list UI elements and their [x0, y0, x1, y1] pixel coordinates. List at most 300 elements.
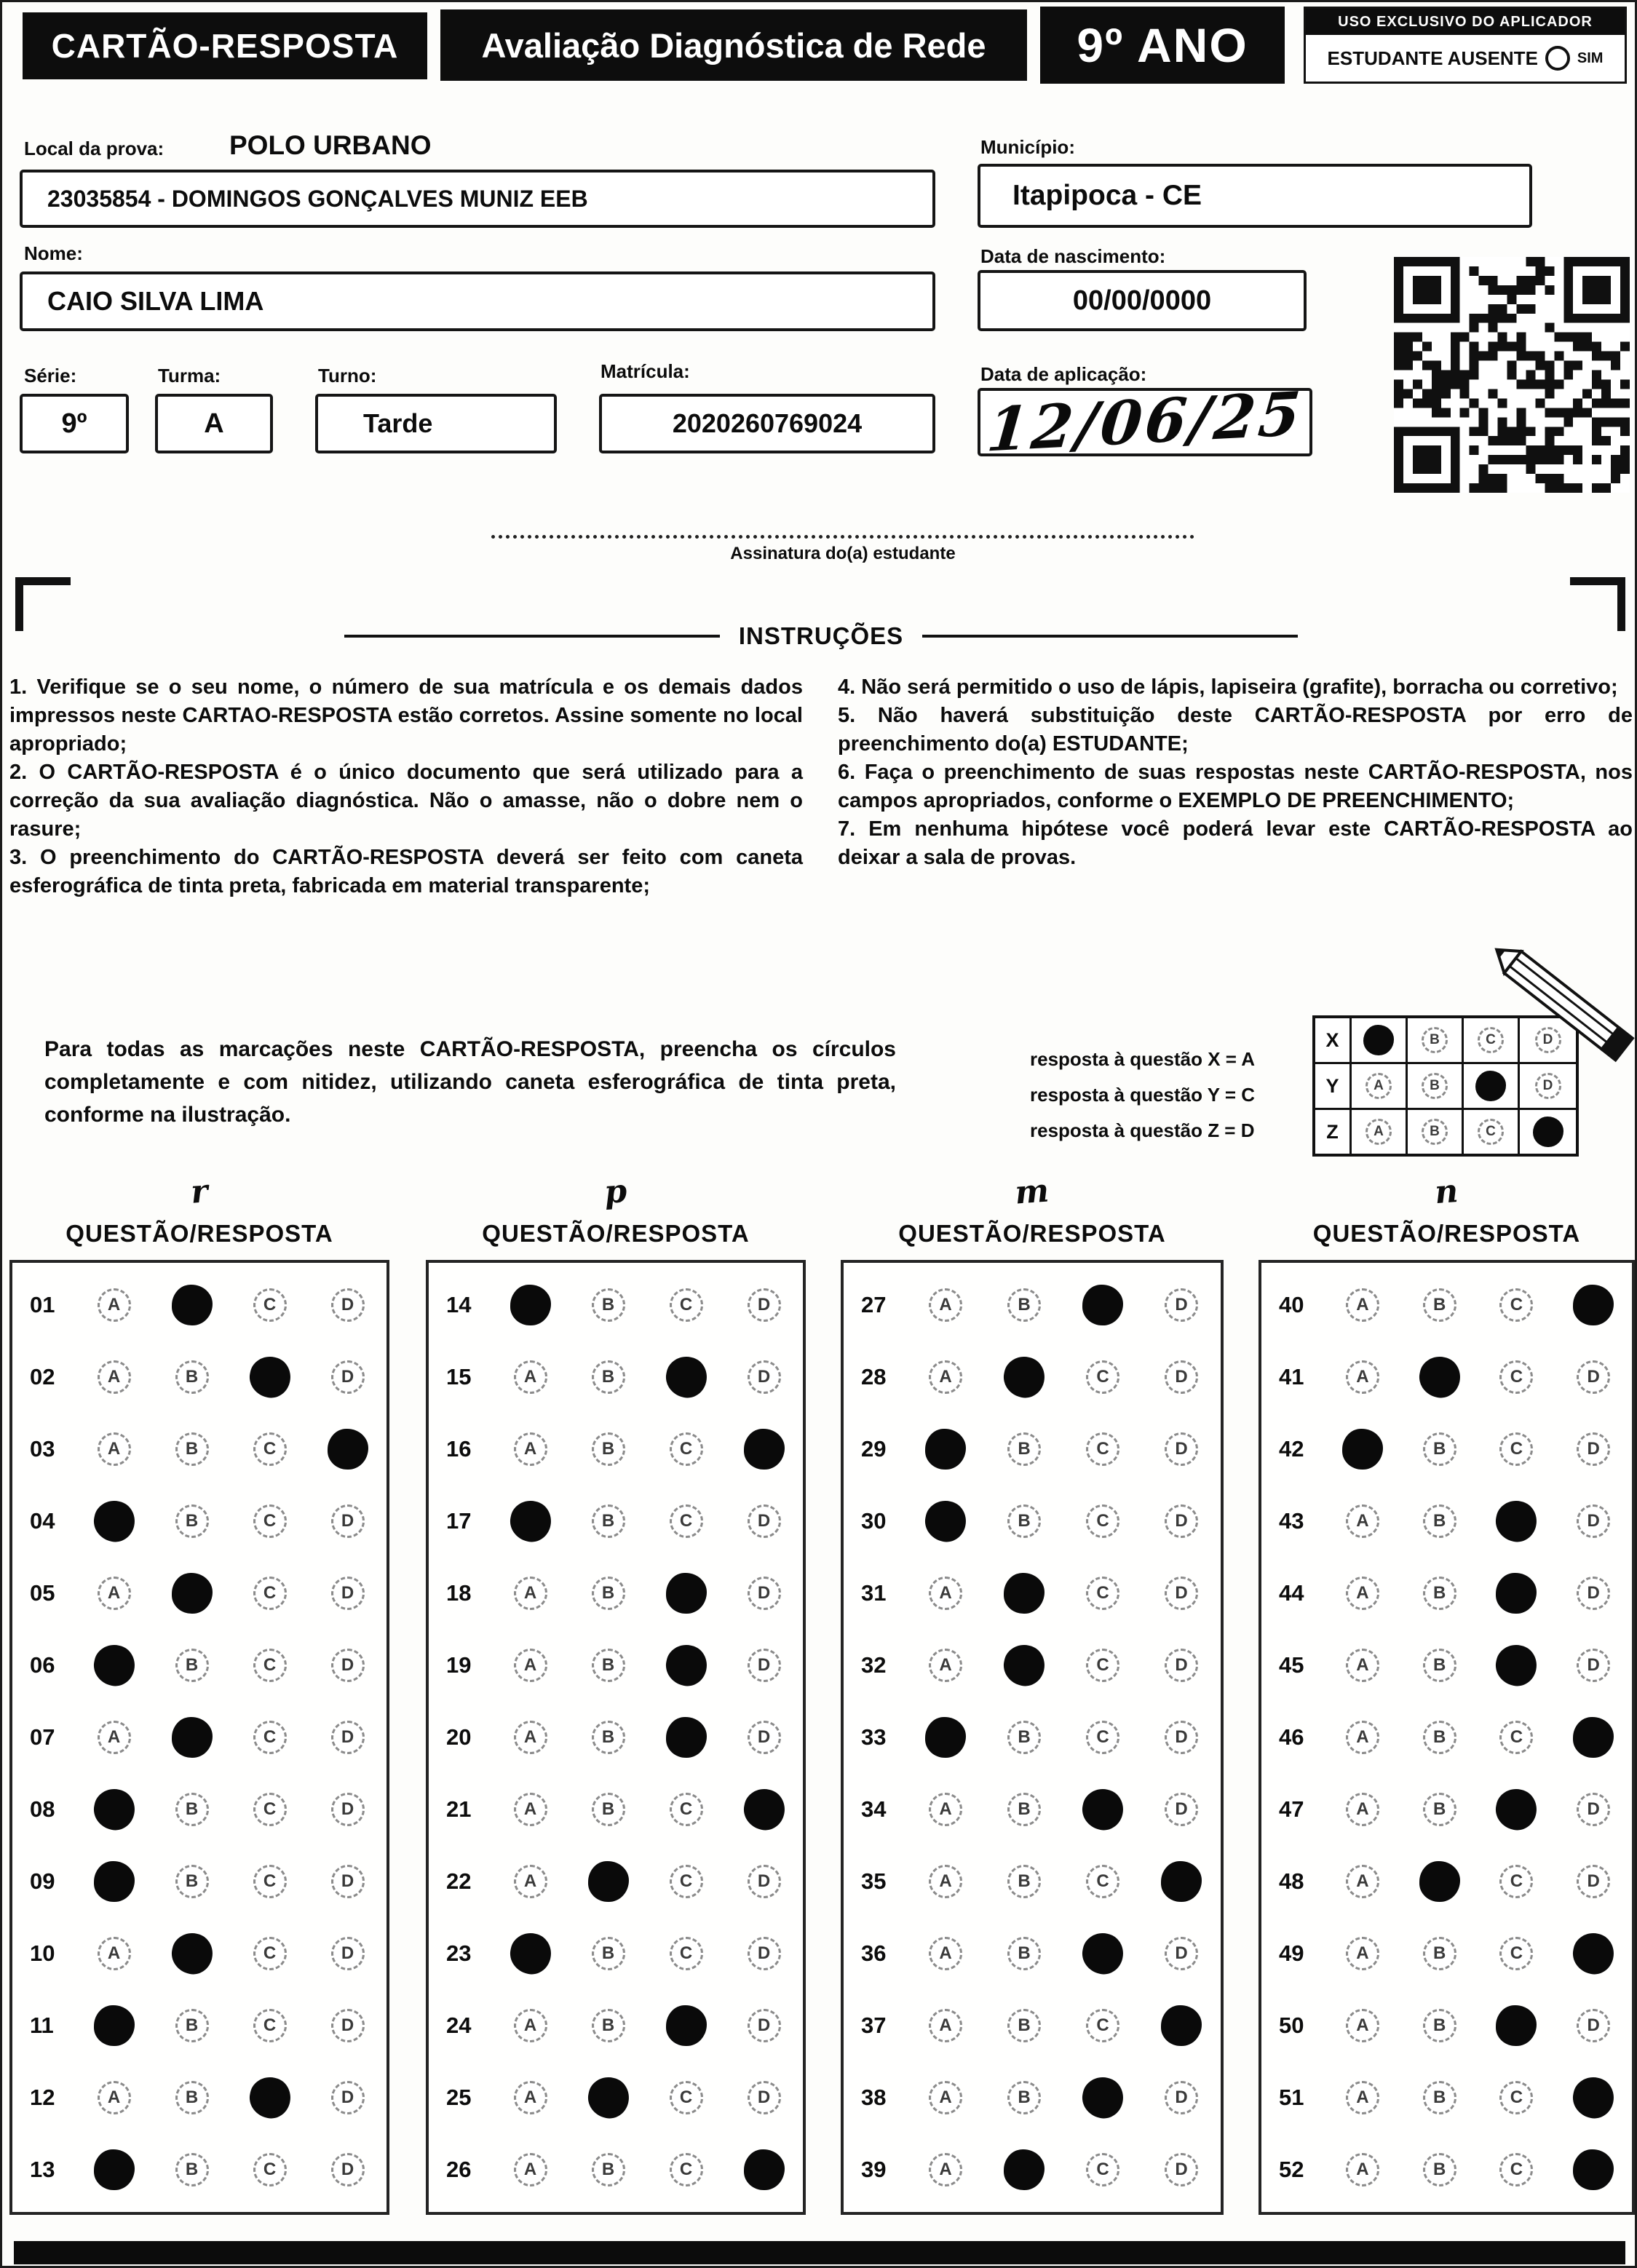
- bubble-26-D[interactable]: [725, 2149, 803, 2190]
- bubble-04-A[interactable]: [75, 1501, 153, 1542]
- bubble-36-C[interactable]: [1063, 1933, 1142, 1974]
- example-bubble-X-B[interactable]: [1408, 1018, 1464, 1062]
- bubble-09-B[interactable]: [153, 1865, 231, 1898]
- example-grid: [1312, 1015, 1579, 1157]
- bubble-29-B[interactable]: [985, 1432, 1063, 1466]
- bubble-08-D[interactable]: [309, 1793, 387, 1826]
- empty-bubble: D: [748, 1360, 781, 1394]
- bubble-30-A[interactable]: [906, 1501, 985, 1542]
- bubble-45-B[interactable]: [1401, 1649, 1478, 1682]
- bubble-38-A[interactable]: [906, 2081, 985, 2114]
- bubble-21-A[interactable]: [491, 1793, 569, 1826]
- bubble-39-C[interactable]: [1063, 2153, 1142, 2186]
- bubble-39-D[interactable]: [1142, 2153, 1221, 2186]
- bubble-06-C[interactable]: [231, 1649, 309, 1682]
- bubble-42-A[interactable]: [1324, 1429, 1401, 1470]
- bubble-33-C[interactable]: [1063, 1721, 1142, 1754]
- bubble-41-A[interactable]: [1324, 1360, 1401, 1394]
- empty-bubble: B: [1423, 1432, 1456, 1466]
- bubble-51-A[interactable]: [1324, 2081, 1401, 2114]
- bubble-11-C[interactable]: [231, 2009, 309, 2042]
- bubble-47-C[interactable]: [1478, 1789, 1555, 1830]
- bubble-14-C[interactable]: [647, 1288, 725, 1322]
- empty-bubble: C: [253, 1937, 287, 1970]
- empty-bubble: D: [331, 1504, 365, 1538]
- bubble-47-A[interactable]: [1324, 1793, 1401, 1826]
- empty-bubble: D: [748, 1721, 781, 1754]
- bubble-10-A[interactable]: [75, 1937, 153, 1970]
- bubble-21-C[interactable]: [647, 1793, 725, 1826]
- bubble-22-C[interactable]: [647, 1865, 725, 1898]
- bubble-08-A[interactable]: [75, 1789, 153, 1830]
- bubble-15-C[interactable]: [647, 1357, 725, 1397]
- bubble-02-D[interactable]: [309, 1360, 387, 1394]
- empty-bubble: C: [253, 1865, 287, 1898]
- bubble-31-B[interactable]: [985, 1573, 1063, 1614]
- question-number: 45: [1279, 1652, 1304, 1678]
- bubble-28-C[interactable]: [1063, 1360, 1142, 1394]
- bubble-46-D[interactable]: [1555, 1717, 1632, 1758]
- turno-value: Tarde: [363, 408, 433, 438]
- filled-bubble: [94, 2005, 135, 2046]
- bubble-29-D[interactable]: [1142, 1432, 1221, 1466]
- bubble-16-C[interactable]: [647, 1432, 725, 1466]
- empty-bubble: D: [748, 2081, 781, 2114]
- bubble-50-D[interactable]: [1555, 2009, 1632, 2042]
- question-number: 26: [446, 2157, 472, 2183]
- filled-bubble: [584, 2074, 632, 2122]
- bubble-50-A[interactable]: [1324, 2009, 1401, 2042]
- exam-subtitle: Avaliação Diagnóstica de Rede: [440, 9, 1027, 81]
- bubble-31-C[interactable]: [1063, 1577, 1142, 1610]
- bubble-36-D[interactable]: [1142, 1937, 1221, 1970]
- empty-bubble: A: [514, 2081, 547, 2114]
- bubble-23-B[interactable]: [569, 1937, 647, 1970]
- example-bubble-Y-A[interactable]: [1352, 1064, 1408, 1108]
- bubble-19-C[interactable]: [647, 1645, 725, 1686]
- bubble-47-B[interactable]: [1401, 1793, 1478, 1826]
- bubble-12-A[interactable]: [75, 2081, 153, 2114]
- bubble-27-D[interactable]: [1142, 1288, 1221, 1322]
- empty-bubble: B: [592, 1432, 625, 1466]
- filled-bubble: [94, 2149, 135, 2190]
- bubble-08-B[interactable]: [153, 1793, 231, 1826]
- empty-bubble: A: [929, 2009, 962, 2042]
- bubble-13-D[interactable]: [309, 2153, 387, 2186]
- instruction-item-3: 3. O preenchimento do CARTÃO-RESPOSTA deverá ser feito com caneta esferográfica de tinta preta, fabricada em material transparente;: [9, 846, 803, 897]
- bubble-44-B[interactable]: [1401, 1577, 1478, 1610]
- bubble-42-D[interactable]: [1555, 1432, 1632, 1466]
- bubble-08-C[interactable]: [231, 1793, 309, 1826]
- handwritten-mark: n: [1433, 1172, 1459, 1212]
- bubble-17-C[interactable]: [647, 1504, 725, 1538]
- question-number: 40: [1279, 1291, 1304, 1317]
- bubble-10-C[interactable]: [231, 1937, 309, 1970]
- bubble-23-C[interactable]: [647, 1937, 725, 1970]
- bubble-20-D[interactable]: [725, 1721, 803, 1754]
- bubble-34-B[interactable]: [985, 1793, 1063, 1826]
- example-bubble-X-A[interactable]: [1352, 1018, 1408, 1062]
- bubble-30-B[interactable]: [985, 1504, 1063, 1538]
- bubble-13-C[interactable]: [231, 2153, 309, 2186]
- bubble-07-B[interactable]: [153, 1717, 231, 1758]
- bubble-35-C[interactable]: [1063, 1865, 1142, 1898]
- bubble-25-A[interactable]: [491, 2081, 569, 2114]
- bubble-28-A[interactable]: [906, 1360, 985, 1394]
- bubble-51-D[interactable]: [1555, 2077, 1632, 2118]
- bubble-46-A[interactable]: [1324, 1721, 1401, 1754]
- bubble-43-A[interactable]: [1324, 1504, 1401, 1538]
- bubble-25-B[interactable]: [569, 2077, 647, 2118]
- bubble-33-A[interactable]: [906, 1717, 985, 1758]
- bubble-22-B[interactable]: [569, 1861, 647, 1902]
- answer-column-3: [841, 1174, 1224, 2215]
- filled-bubble: [925, 1717, 966, 1758]
- empty-bubble: C: [253, 2009, 287, 2042]
- bubble-14-B[interactable]: [569, 1288, 647, 1322]
- corner-bracket-right: [1570, 577, 1625, 631]
- empty-bubble: A: [929, 1865, 962, 1898]
- bubble-02-A[interactable]: [75, 1360, 153, 1394]
- bubble-20-C[interactable]: [647, 1717, 725, 1758]
- bubble-05-A[interactable]: [75, 1577, 153, 1610]
- question-number: 15: [446, 1363, 472, 1389]
- bubble-29-C[interactable]: [1063, 1432, 1142, 1466]
- answer-row: [429, 1357, 803, 1397]
- bubble-12-D[interactable]: [309, 2081, 387, 2114]
- bubble-52-A[interactable]: [1324, 2153, 1401, 2186]
- question-number: 19: [446, 1652, 472, 1678]
- bubble-28-D[interactable]: [1142, 1360, 1221, 1394]
- bubble-25-D[interactable]: [725, 2081, 803, 2114]
- question-number: 47: [1279, 1796, 1304, 1822]
- bubble-06-B[interactable]: [153, 1649, 231, 1682]
- bubble-42-B[interactable]: [1401, 1432, 1478, 1466]
- bubble-51-C[interactable]: [1478, 2081, 1555, 2114]
- bubble-35-B[interactable]: [985, 1865, 1063, 1898]
- bubble-48-B[interactable]: [1401, 1861, 1478, 1902]
- bubble-17-B[interactable]: [569, 1504, 647, 1538]
- bubble-19-D[interactable]: [725, 1649, 803, 1682]
- bubble-52-B[interactable]: [1401, 2153, 1478, 2186]
- bubble-26-C[interactable]: [647, 2153, 725, 2186]
- bubble-18-A[interactable]: [491, 1577, 569, 1610]
- bubble-16-A[interactable]: [491, 1432, 569, 1466]
- bubble-14-A[interactable]: [491, 1285, 569, 1325]
- answer-row: [12, 2077, 387, 2118]
- bubble-40-C[interactable]: [1478, 1288, 1555, 1322]
- school-field: [20, 170, 935, 228]
- empty-bubble: B: [592, 2009, 625, 2042]
- bubble-28-B[interactable]: [985, 1357, 1063, 1397]
- bubble-21-B[interactable]: [569, 1793, 647, 1826]
- school-value: 23035854 - DOMINGOS GONÇALVES MUNIZ EEB: [47, 185, 588, 212]
- bubble-15-B[interactable]: [569, 1360, 647, 1394]
- answer-column-header: QUESTÃO/RESPOSTA: [482, 1220, 750, 1247]
- bubble-49-A[interactable]: [1324, 1937, 1401, 1970]
- bubble-19-B[interactable]: [569, 1649, 647, 1682]
- bubble-48-D[interactable]: [1555, 1865, 1632, 1898]
- question-number: 06: [30, 1652, 55, 1678]
- bubble-44-C[interactable]: [1478, 1573, 1555, 1614]
- bubble-48-C[interactable]: [1478, 1865, 1555, 1898]
- bubble-30-D[interactable]: [1142, 1504, 1221, 1538]
- bubble-32-A[interactable]: [906, 1649, 985, 1682]
- bubble-06-D[interactable]: [309, 1649, 387, 1682]
- empty-bubble: B: [175, 1504, 209, 1538]
- bubble-38-C[interactable]: [1063, 2077, 1142, 2118]
- empty-bubble: B: [592, 2153, 625, 2186]
- bubble-02-C[interactable]: [231, 1357, 309, 1397]
- empty-bubble: D: [1165, 1649, 1198, 1682]
- bubble-44-D[interactable]: [1555, 1577, 1632, 1610]
- example-bubble-Z-C[interactable]: [1464, 1110, 1520, 1154]
- answer-row: [429, 1933, 803, 1974]
- bubble-46-C[interactable]: [1478, 1721, 1555, 1754]
- bubble-04-B[interactable]: [153, 1504, 231, 1538]
- empty-bubble: B: [1007, 2009, 1041, 2042]
- bubble-27-A[interactable]: [906, 1288, 985, 1322]
- bubble-24-A[interactable]: [491, 2009, 569, 2042]
- bubble-15-D[interactable]: [725, 1360, 803, 1394]
- bubble-40-A[interactable]: [1324, 1288, 1401, 1322]
- bubble-33-B[interactable]: [985, 1721, 1063, 1754]
- bubble-03-C[interactable]: [231, 1432, 309, 1466]
- question-number: 03: [30, 1435, 55, 1462]
- bubble-18-B[interactable]: [569, 1577, 647, 1610]
- bubble-03-B[interactable]: [153, 1432, 231, 1466]
- bubble-34-A[interactable]: [906, 1793, 985, 1826]
- bubble-32-C[interactable]: [1063, 1649, 1142, 1682]
- bubble-07-A[interactable]: [75, 1721, 153, 1754]
- bubble-12-C[interactable]: [231, 2077, 309, 2118]
- question-number: 51: [1279, 2085, 1304, 2111]
- bubble-18-C[interactable]: [647, 1573, 725, 1614]
- bubble-34-C[interactable]: [1063, 1789, 1142, 1830]
- bubble-05-D[interactable]: [309, 1577, 387, 1610]
- bubble-11-A[interactable]: [75, 2005, 153, 2046]
- bubble-44-A[interactable]: [1324, 1577, 1401, 1610]
- bubble-40-D[interactable]: [1555, 1285, 1632, 1325]
- bubble-25-C[interactable]: [647, 2081, 725, 2114]
- bubble-09-A[interactable]: [75, 1861, 153, 1902]
- answer-grid: [9, 1260, 389, 2215]
- filled-bubble: [1082, 1285, 1123, 1325]
- bubble-13-A[interactable]: [75, 2149, 153, 2190]
- empty-bubble: A: [929, 1649, 962, 1682]
- bubble-26-B[interactable]: [569, 2153, 647, 2186]
- bubble-21-D[interactable]: [725, 1789, 803, 1830]
- bubble-38-D[interactable]: [1142, 2081, 1221, 2114]
- empty-bubble: D: [331, 1649, 365, 1682]
- bubble-29-A[interactable]: [906, 1429, 985, 1470]
- example-bubble-Z-D[interactable]: [1520, 1110, 1576, 1154]
- empty-bubble: A: [1346, 1721, 1379, 1754]
- empty-bubble: D: [1577, 1432, 1610, 1466]
- filled-bubble: [1000, 1352, 1048, 1400]
- bubble-04-C[interactable]: [231, 1504, 309, 1538]
- bubble-18-D[interactable]: [725, 1577, 803, 1610]
- bubble-43-C[interactable]: [1478, 1501, 1555, 1542]
- bubble-42-C[interactable]: [1478, 1432, 1555, 1466]
- bubble-41-D[interactable]: [1555, 1360, 1632, 1394]
- bubble-45-D[interactable]: [1555, 1649, 1632, 1682]
- bubble-24-D[interactable]: [725, 2009, 803, 2042]
- bubble-39-A[interactable]: [906, 2153, 985, 2186]
- bubble-33-D[interactable]: [1142, 1721, 1221, 1754]
- answer-row: [1261, 2149, 1632, 2190]
- empty-bubble: B: [1423, 1504, 1456, 1538]
- turma-field: [155, 394, 273, 453]
- yes-label: SIM: [1577, 49, 1604, 66]
- bubble-49-B[interactable]: [1401, 1937, 1478, 1970]
- filled-bubble: [90, 1497, 138, 1545]
- answer-row: [844, 1573, 1221, 1614]
- question-number: 37: [861, 2013, 887, 2039]
- bubble-03-D[interactable]: [309, 1429, 387, 1470]
- bubble-11-D[interactable]: [309, 2009, 387, 2042]
- bubble-05-C[interactable]: [231, 1577, 309, 1610]
- bubble-36-A[interactable]: [906, 1937, 985, 1970]
- empty-bubble: B: [1423, 2153, 1456, 2186]
- bubble-07-D[interactable]: [309, 1721, 387, 1754]
- example-bubble-X-C[interactable]: [1464, 1018, 1520, 1062]
- instruction-item-1: 1. Verifique se o seu nome, o número de sua matrícula e os demais dados impressos neste CARTAO-RESPOSTA estão corretos. Assine somente no local apropriado;: [9, 675, 803, 756]
- bubble-47-D[interactable]: [1555, 1793, 1632, 1826]
- bubble-02-B[interactable]: [153, 1360, 231, 1394]
- bubble-49-C[interactable]: [1478, 1937, 1555, 1970]
- answer-row: [12, 1501, 387, 1542]
- bubble-01-B[interactable]: [153, 1285, 231, 1325]
- example-bubble-Y-C[interactable]: [1464, 1064, 1520, 1108]
- bubble-50-C[interactable]: [1478, 2005, 1555, 2046]
- bubble-40-B[interactable]: [1401, 1288, 1478, 1322]
- question-number: 05: [30, 1579, 55, 1606]
- bubble-09-D[interactable]: [309, 1865, 387, 1898]
- bubble-41-B[interactable]: [1401, 1357, 1478, 1397]
- bubble-35-D[interactable]: [1142, 1861, 1221, 1902]
- signature-line[interactable]: [491, 535, 1194, 539]
- empty-bubble: B: [1007, 1288, 1041, 1322]
- bubble-19-A[interactable]: [491, 1649, 569, 1682]
- bubble-10-B[interactable]: [153, 1933, 231, 1974]
- bubble-27-C[interactable]: [1063, 1285, 1142, 1325]
- bubble-03-A[interactable]: [75, 1432, 153, 1466]
- bubble-37-A[interactable]: [906, 2009, 985, 2042]
- aplicacao-handwritten-date: 12/06/25: [983, 378, 1307, 466]
- answer-row: [1261, 1717, 1632, 1758]
- filled-bubble: [1569, 2074, 1617, 2122]
- bubble-31-A[interactable]: [906, 1577, 985, 1610]
- empty-bubble: C: [1478, 1027, 1504, 1053]
- bubble-12-B[interactable]: [153, 2081, 231, 2114]
- bubble-05-B[interactable]: [153, 1573, 231, 1614]
- bubble-32-B[interactable]: [985, 1645, 1063, 1686]
- bubble-15-A[interactable]: [491, 1360, 569, 1394]
- example-bubble-Y-D[interactable]: [1520, 1064, 1576, 1108]
- bubble-37-B[interactable]: [985, 2009, 1063, 2042]
- bubble-13-B[interactable]: [153, 2153, 231, 2186]
- bubble-51-B[interactable]: [1401, 2081, 1478, 2114]
- absent-yes-bubble[interactable]: [1545, 46, 1570, 71]
- answer-row: [12, 2005, 387, 2046]
- bubble-06-A[interactable]: [75, 1645, 153, 1686]
- bubble-45-A[interactable]: [1324, 1649, 1401, 1682]
- bubble-27-B[interactable]: [985, 1288, 1063, 1322]
- bubble-43-D[interactable]: [1555, 1504, 1632, 1538]
- bubble-01-A[interactable]: [75, 1288, 153, 1322]
- bubble-11-B[interactable]: [153, 2009, 231, 2042]
- bubble-16-B[interactable]: [569, 1432, 647, 1466]
- bubble-16-D[interactable]: [725, 1429, 803, 1470]
- bubble-36-B[interactable]: [985, 1937, 1063, 1970]
- bubble-45-C[interactable]: [1478, 1645, 1555, 1686]
- example-answer-lines: [1030, 1042, 1314, 1149]
- bubble-46-B[interactable]: [1401, 1721, 1478, 1754]
- bubble-10-D[interactable]: [309, 1937, 387, 1970]
- bubble-31-D[interactable]: [1142, 1577, 1221, 1610]
- bubble-38-B[interactable]: [985, 2081, 1063, 2114]
- bubble-52-C[interactable]: [1478, 2153, 1555, 2186]
- bubble-48-A[interactable]: [1324, 1865, 1401, 1898]
- bubble-14-D[interactable]: [725, 1288, 803, 1322]
- bubble-20-B[interactable]: [569, 1721, 647, 1754]
- example-bubble-Z-A[interactable]: [1352, 1110, 1408, 1154]
- empty-bubble: A: [98, 1288, 131, 1322]
- bubble-41-C[interactable]: [1478, 1360, 1555, 1394]
- bubble-23-A[interactable]: [491, 1933, 569, 1974]
- empty-bubble: B: [1422, 1073, 1448, 1099]
- example-bubble-Z-B[interactable]: [1408, 1110, 1464, 1154]
- bubble-07-C[interactable]: [231, 1721, 309, 1754]
- bubble-24-B[interactable]: [569, 2009, 647, 2042]
- bubble-24-C[interactable]: [647, 2005, 725, 2046]
- empty-bubble: C: [1499, 1360, 1533, 1394]
- bubble-49-D[interactable]: [1555, 1933, 1632, 1974]
- empty-bubble: D: [1165, 1793, 1198, 1826]
- filled-bubble: [1342, 1429, 1383, 1470]
- bubble-37-C[interactable]: [1063, 2009, 1142, 2042]
- bubble-35-A[interactable]: [906, 1865, 985, 1898]
- bubble-34-D[interactable]: [1142, 1793, 1221, 1826]
- bubble-30-C[interactable]: [1063, 1504, 1142, 1538]
- bubble-23-D[interactable]: [725, 1937, 803, 1970]
- bubble-37-D[interactable]: [1142, 2005, 1221, 2046]
- bubble-17-D[interactable]: [725, 1504, 803, 1538]
- example-bubble-Y-B[interactable]: [1408, 1064, 1464, 1108]
- empty-bubble: D: [1165, 2153, 1198, 2186]
- empty-bubble: A: [929, 1360, 962, 1394]
- bubble-01-C[interactable]: [231, 1288, 309, 1322]
- bubble-04-D[interactable]: [309, 1504, 387, 1538]
- bubble-09-C[interactable]: [231, 1865, 309, 1898]
- bubble-50-B[interactable]: [1401, 2009, 1478, 2042]
- bubble-52-D[interactable]: [1555, 2149, 1632, 2190]
- question-number: 38: [861, 2085, 887, 2111]
- bubble-01-D[interactable]: [309, 1288, 387, 1322]
- bubble-32-D[interactable]: [1142, 1649, 1221, 1682]
- bubble-17-A[interactable]: [491, 1501, 569, 1542]
- bubble-22-A[interactable]: [491, 1865, 569, 1898]
- empty-bubble: D: [1577, 1360, 1610, 1394]
- bubble-20-A[interactable]: [491, 1721, 569, 1754]
- bubble-39-B[interactable]: [985, 2149, 1063, 2190]
- bubble-43-B[interactable]: [1401, 1504, 1478, 1538]
- bubble-22-D[interactable]: [725, 1865, 803, 1898]
- question-number: 08: [30, 1796, 55, 1822]
- empty-bubble: A: [1346, 2153, 1379, 2186]
- bubble-26-A[interactable]: [491, 2153, 569, 2186]
